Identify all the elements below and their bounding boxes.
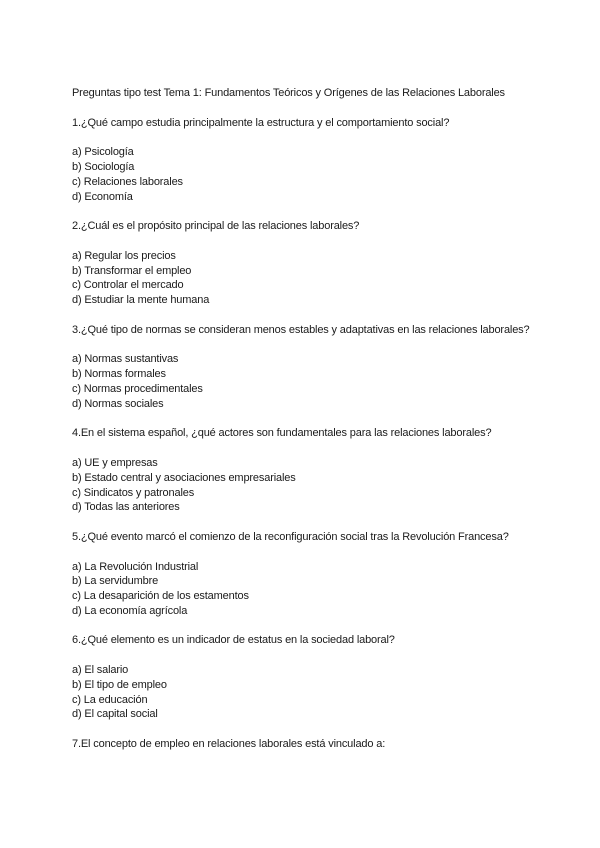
question-7 [72, 737, 542, 752]
questions-list [72, 116, 542, 752]
answer-options [72, 456, 542, 515]
answer-option: b) La servidumbre [72, 575, 159, 588]
answer-option: d) Estudiar la mente humana [72, 294, 210, 307]
question-text: 2.¿Cuál es el propósito principal de las relaciones laborales? [72, 220, 360, 233]
answer-option: c) La desaparición de los estamentos [72, 590, 249, 603]
answer-options [72, 249, 542, 308]
answer-option: b) El tipo de empleo [72, 678, 167, 691]
question-text: 6.¿Qué elemento es un indicador de estatus en la sociedad laboral? [72, 634, 395, 647]
answer-option: a) Psicología [72, 146, 134, 159]
answer-option: a) El salario [72, 664, 129, 677]
answer-option: b) Transformar el empleo [72, 264, 192, 277]
answer-option: b) Sociología [72, 160, 135, 173]
answer-option: a) La Revolución Industrial [72, 560, 199, 573]
document-content [72, 86, 542, 767]
question-1 [72, 116, 542, 205]
answer-option: d) El capital social [72, 708, 158, 721]
answer-option: d) Economía [72, 190, 133, 203]
question-2 [72, 219, 542, 308]
answer-options [72, 352, 542, 411]
question-5 [72, 530, 542, 619]
answer-option: c) Sindicatos y patronales [72, 486, 195, 499]
answer-option: d) Todas las anteriores [72, 501, 180, 514]
question-6 [72, 633, 542, 722]
answer-options [72, 663, 542, 722]
answer-option: a) Normas sustantivas [72, 353, 179, 366]
answer-option: a) Regular los precios [72, 249, 176, 262]
question-text: 1.¿Qué campo estudia principalmente la estructura y el comportamiento social? [72, 116, 450, 129]
question-text: 5.¿Qué evento marcó el comienzo de la reconfiguración social tras la Revolución Francesa? [72, 530, 509, 543]
answer-options [72, 145, 542, 204]
answer-option: b) Estado central y asociaciones empresariales [72, 471, 296, 484]
answer-options [72, 560, 542, 619]
question-3 [72, 323, 542, 412]
document-title: Preguntas tipo test Tema 1: Fundamentos Teóricos y Orígenes de las Relaciones Laborales [72, 87, 505, 99]
answer-option: a) UE y empresas [72, 456, 158, 469]
question-text: 4.En el sistema español, ¿qué actores son fundamentales para las relaciones laborales? [72, 427, 492, 440]
answer-option: d) La economía agrícola [72, 604, 188, 617]
question-text: 3.¿Qué tipo de normas se consideran menos estables y adaptativas en las relaciones laborales? [72, 323, 530, 336]
question-text: 7.El concepto de empleo en relaciones laborales está vinculado a: [72, 738, 386, 751]
answer-option: c) Relaciones laborales [72, 175, 183, 188]
answer-option: c) Controlar el mercado [72, 279, 184, 292]
answer-option: c) Normas procedimentales [72, 382, 203, 395]
answer-option: d) Normas sociales [72, 397, 164, 410]
answer-option: c) La educación [72, 693, 148, 706]
question-4 [72, 426, 542, 515]
answer-option: b) Normas formales [72, 368, 166, 381]
